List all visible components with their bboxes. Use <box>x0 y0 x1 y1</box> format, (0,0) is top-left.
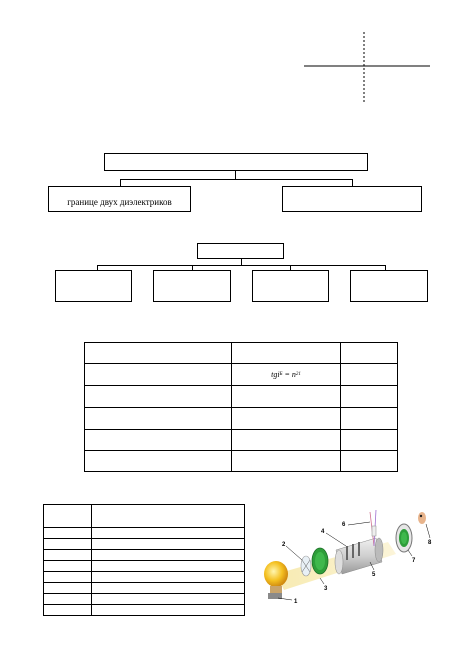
table2-row-line-2 <box>43 538 245 539</box>
diagram2-child-box-1 <box>55 270 132 302</box>
table1-border-top <box>84 342 398 343</box>
table2-row-line-6 <box>43 582 245 583</box>
formula-eq: = <box>282 370 292 379</box>
diagram1-connector-bar <box>120 179 352 180</box>
table1-row-line-5 <box>84 450 398 451</box>
diagram2-root-box <box>197 243 284 259</box>
diagram1-root-box <box>104 153 368 171</box>
diagram2-child-label-2 <box>154 271 230 301</box>
table2-row-line-3 <box>43 549 245 550</box>
table1-col-line-0 <box>84 342 85 472</box>
diagram2-child-label-4 <box>351 271 427 301</box>
diagram1-right-label <box>283 187 421 211</box>
diagram2-child-label-1 <box>56 271 131 301</box>
label-1: 1 <box>294 599 298 605</box>
diagram1-connector-right <box>352 179 353 186</box>
diagram1-connector-stem <box>235 171 236 179</box>
diagram2-child-label-3 <box>253 271 328 301</box>
table2-row-line-5 <box>43 571 245 572</box>
diagram1-right-box <box>282 186 422 212</box>
table1-row-line-2 <box>84 385 398 386</box>
diagram2-child-box-3 <box>252 270 329 302</box>
lamp-bulb <box>264 561 288 587</box>
diagram1-left-box <box>48 186 191 212</box>
table1-formula-cell <box>232 364 340 385</box>
label-4: 4 <box>321 529 325 535</box>
optical-bench-illustration <box>258 498 438 610</box>
diagram1-root-label <box>105 154 367 170</box>
observer-eye-8 <box>418 512 426 524</box>
table2-border-top <box>43 504 245 505</box>
table2-col-line-2 <box>244 504 245 616</box>
table2-row-line-8 <box>43 604 245 605</box>
table2-col-line-0 <box>43 504 44 616</box>
diagram2-child-box-2 <box>153 270 231 302</box>
table2-row-line-4 <box>43 560 245 561</box>
label-6: 6 <box>342 522 346 528</box>
label-5: 5 <box>372 572 376 578</box>
table2-row-line-7 <box>43 593 245 594</box>
table1 <box>84 342 398 472</box>
table1-row-line-3 <box>84 407 398 408</box>
formula-rhs: n <box>291 370 296 379</box>
crosshair-axes <box>300 30 435 105</box>
label-7: 7 <box>412 558 416 564</box>
table1-col-line-1 <box>231 342 232 472</box>
formula-rhs-sub: 21 <box>295 372 301 377</box>
diagram2-child-box-4 <box>350 270 428 302</box>
table1-row-line-4 <box>84 429 398 430</box>
table2-col-line-1 <box>91 504 92 616</box>
table2 <box>43 504 245 616</box>
formula-lhs-sub: Б <box>279 372 283 377</box>
diagram2-root-label <box>198 244 283 258</box>
diagram1-connector-left <box>120 179 121 186</box>
formula-lhs: tgi <box>271 370 280 379</box>
diagram2-connector-bar <box>97 265 385 266</box>
table1-border-bottom <box>84 471 398 472</box>
label-3: 3 <box>324 586 328 592</box>
table2-border-bottom <box>43 615 245 616</box>
table1-col-line-3 <box>397 342 398 472</box>
label-8: 8 <box>428 540 432 546</box>
label-2: 2 <box>282 542 286 548</box>
diagram1-left-label: границе двух диэлектриков <box>67 197 172 207</box>
table1-col-line-2 <box>340 342 341 472</box>
table2-row-line-1 <box>43 527 245 528</box>
